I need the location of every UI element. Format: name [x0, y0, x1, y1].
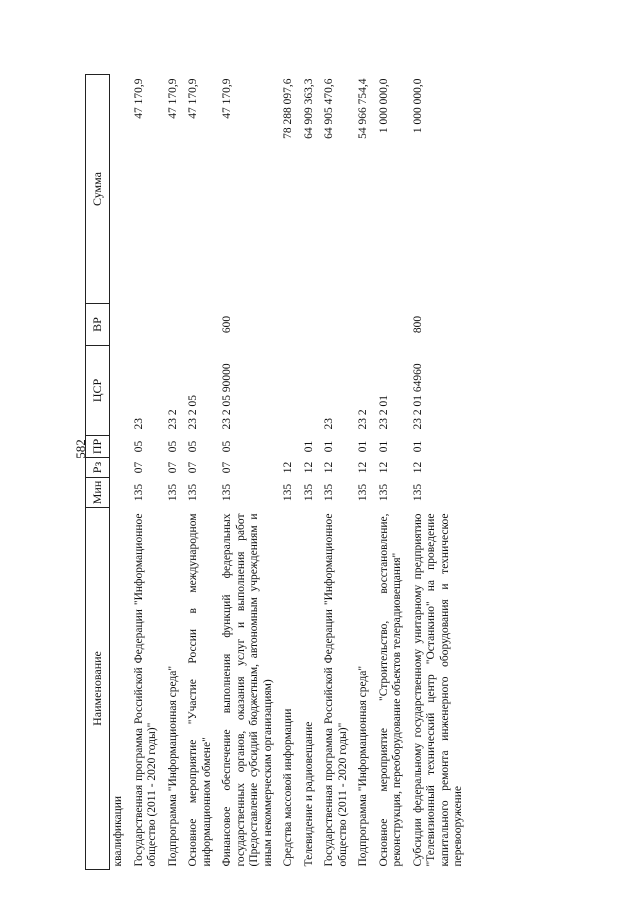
cell-sum: 47 170,9 [187, 78, 199, 119]
cell-sum: 47 170,9 [132, 78, 145, 119]
cell-vr [110, 304, 130, 346]
cell-vr [279, 304, 300, 346]
cell-min: 135 [166, 483, 179, 502]
cell-name: Телевидение и радиовещание [302, 721, 315, 867]
cell-min [110, 478, 130, 508]
header-pr: ПР [86, 436, 110, 458]
cell-csr: 23 2 [357, 409, 369, 430]
table-row [354, 75, 375, 870]
cell-name: Подпрограмма "Информационная среда" [357, 665, 369, 867]
cell-vr: 800 [411, 315, 424, 334]
table-row [409, 75, 470, 870]
cell-rz [110, 458, 130, 478]
cell-pr: 05 [166, 440, 179, 453]
cell-vr [130, 304, 164, 346]
cell-rz: 12 [323, 461, 335, 474]
cell-min: 135 [221, 483, 233, 502]
table-row [375, 75, 409, 870]
cell-name: Основное мероприятие "Участие России в международном информационном обмене" [187, 513, 213, 867]
cell-rz: 12 [282, 461, 294, 474]
cell-rz: 12 [302, 461, 315, 474]
table-row [130, 75, 164, 870]
cell-min: 135 [323, 483, 335, 502]
page-number: 582 [73, 439, 88, 459]
cell-sum: 1 000 000,0 [377, 78, 390, 134]
table-row [218, 75, 279, 870]
cell-sum: 1 000 000,0 [411, 78, 424, 134]
cell-vr [184, 304, 218, 346]
cell-name: квалификации [112, 795, 124, 867]
cell-rz: 07 [221, 461, 233, 474]
cell-pr: 01 [377, 440, 390, 453]
cell-rz: 12 [411, 461, 424, 474]
cell-vr [375, 304, 409, 346]
cell-rz: 12 [357, 461, 369, 474]
header-name: Наименование [86, 508, 110, 870]
cell-name: Государственная программа Российской Федерации "Информационное общество (2011 - 2020 годы)" [323, 513, 349, 867]
cell-pr: 05 [132, 440, 145, 453]
cell-csr: 23 2 05 [187, 395, 199, 430]
cell-rz: 12 [377, 461, 390, 474]
cell-min: 135 [302, 483, 315, 502]
table-row [184, 75, 218, 870]
header-rz: Рз [86, 458, 110, 478]
cell-rz: 07 [166, 461, 179, 474]
table-row [320, 75, 354, 870]
cell-pr [110, 436, 130, 458]
cell-csr [300, 346, 321, 436]
cell-vr [354, 304, 375, 346]
table-row [110, 75, 130, 870]
cell-vr [300, 304, 321, 346]
table-header-row [86, 75, 110, 870]
cell-csr: 23 2 05 90000 [221, 363, 233, 430]
budget-table [85, 74, 470, 870]
cell-name: Подпрограмма "Информационная среда" [166, 665, 179, 867]
table-row [164, 75, 185, 870]
cell-name: Финансовое обеспечение выполнения функций федеральных государственных органов, оказания услуг и выполнения работ (Предоставление субсидий бюджетным, автономным учреждениям и иным некоммерческим организациям) [221, 513, 274, 867]
cell-min: 135 [411, 483, 424, 502]
cell-sum [110, 75, 130, 304]
cell-pr: 05 [221, 440, 233, 453]
budget-table-sheet [85, 75, 615, 870]
cell-name: Средства массовой информации [282, 708, 294, 867]
cell-min: 135 [282, 483, 294, 502]
cell-csr: 23 [323, 418, 335, 430]
cell-sum: 47 170,9 [221, 78, 233, 119]
cell-csr: 23 [132, 418, 145, 430]
cell-pr: 01 [411, 440, 424, 453]
cell-pr: 01 [323, 440, 335, 453]
cell-name: Субсидии федеральному государственному унитарному предприятию "Телевизионный технический центр "Останкино" на проведение капитального ремонта инженерного оборудования и техническое перевооружение [411, 513, 464, 867]
header-min: Мин [86, 478, 110, 508]
cell-pr [279, 436, 300, 458]
cell-pr: 01 [357, 440, 369, 453]
header-csr: ЦСР [86, 346, 110, 436]
cell-min: 135 [132, 483, 145, 502]
cell-csr: 23 2 [166, 409, 179, 430]
cell-pr: 05 [187, 440, 199, 453]
cell-csr [110, 346, 130, 436]
header-vr: ВР [86, 304, 110, 346]
cell-rz: 07 [132, 461, 145, 474]
cell-sum: 47 170,9 [166, 78, 179, 119]
cell-vr: 600 [221, 315, 233, 334]
cell-sum: 78 288 097,6 [282, 78, 294, 139]
cell-name: Государственная программа Российской Федерации "Информационное общество (2011 - 2020 годы)" [132, 513, 158, 867]
cell-pr: 01 [302, 440, 315, 453]
header-sum: Сумма [86, 75, 110, 304]
cell-sum: 54 966 754,4 [357, 78, 369, 139]
table-row [300, 75, 321, 870]
cell-min: 135 [377, 483, 390, 502]
cell-vr [320, 304, 354, 346]
cell-sum: 64 909 363,3 [302, 78, 315, 139]
cell-vr [164, 304, 185, 346]
cell-csr [279, 346, 300, 436]
cell-rz: 07 [187, 461, 199, 474]
cell-csr: 23 2 01 [377, 395, 390, 430]
cell-min: 135 [187, 483, 199, 502]
table-row [279, 75, 300, 870]
cell-min: 135 [357, 483, 369, 502]
cell-sum: 64 905 470,6 [323, 78, 335, 139]
cell-name: Основное мероприятие "Строительство, восстановление, реконструкция, переоборудование объектов телерадиовещания" [377, 513, 403, 867]
cell-csr: 23 2 01 64960 [411, 363, 424, 430]
